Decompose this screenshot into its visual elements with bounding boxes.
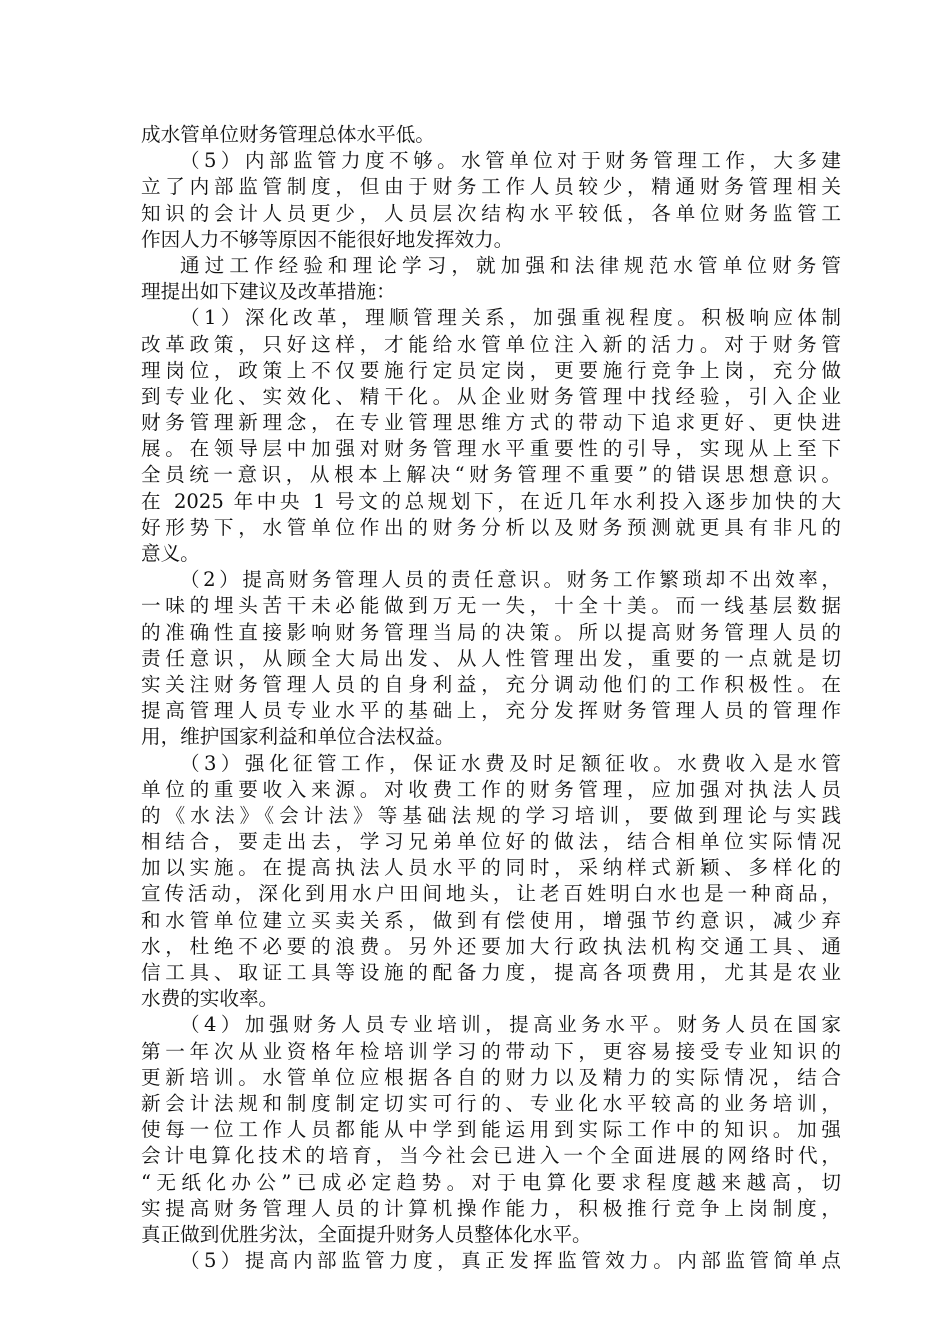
text-line: 真正做到优胜劣汰，全面提升财务人员整体化水平。	[141, 1222, 592, 1246]
text-line: 到专业化、实效化、精干化。从企业财务管理中找经验，引入企业	[141, 384, 841, 408]
text-line: 一味的埋头苦干未必能做到万无一失，十全十美。而一线基层数据	[141, 594, 841, 618]
text-line: （4）加强财务人员专业培训，提高业务水平。财务人员在国家	[180, 1013, 841, 1037]
text-line: 的准确性直接影响财务管理当局的决策。所以提高财务管理人员的	[141, 620, 841, 644]
text-line: 提高管理人员专业水平的基础上，充分发挥财务管理人员的管理作	[141, 699, 841, 723]
text-line: 责任意识，从顾全大局出发、从人性管理出发，重要的一点就是切	[141, 646, 841, 670]
text-line: 理岗位，政策上不仅要施行定员定岗，更要施行竞争上岗，充分做	[141, 358, 841, 382]
text-line: 意义。	[141, 542, 200, 565]
text-line: 的《水法》《会计法》等基础法规的学习培训，要做到理论与实践	[141, 803, 841, 827]
text-line: （5）提高内部监管力度，真正发挥监管效力。内部监管简单点	[180, 1249, 841, 1273]
text-line: 用，维护国家利益和单位合法权益。	[141, 725, 455, 749]
text-line: 和水管单位建立买卖关系，做到有偿使用，增强节约意识，减少弃	[141, 908, 841, 932]
text-line: 好形势下，水管单位作出的财务分析以及财务预测就更具有非凡的	[141, 515, 841, 539]
text-line: 成水管单位财务管理总体水平低。	[141, 123, 435, 146]
text-line: 通过工作经验和理论学习，就加强和法律规范水管单位财务管	[180, 253, 841, 277]
text-line: 单位的重要收入来源。对收费工作的财务管理，应加强对执法人员	[141, 777, 841, 801]
text-line: 在 2025 年中央 1 号文的总规划下，在近几年水利投入逐步加快的大	[141, 489, 841, 513]
text-line: 理提出如下建议及改革措施：	[141, 280, 396, 304]
text-line: 展。在领导层中加强对财务管理水平重要性的引导，实现从上至下	[141, 437, 841, 461]
text-line: 实提高财务管理人员的计算机操作能力，积极推行竞争上岗制度，	[141, 1196, 841, 1220]
text-line: 全员统一意识，从根本上解决“财务管理不重要”的错误思想意识。	[141, 463, 841, 487]
text-line: 宣传活动，深化到用水户田间地头，让老百姓明白水也是一种商品，	[141, 882, 841, 906]
text-line: 水，杜绝不必要的浪费。另外还要加大行政执法机构交通工具、通	[141, 934, 841, 958]
text-line: 知识的会计人员更少，人员层次结构水平较低，各单位财务监管工	[141, 201, 841, 225]
text-line: 更新培训。水管单位应根据各自的财力以及精力的实际情况，结合	[141, 1065, 841, 1089]
text-line: （2）提高财务管理人员的责任意识。财务工作繁琐却不出效率，	[180, 568, 841, 592]
text-line: 水费的实收率。	[141, 987, 279, 1011]
text-line: 立了内部监管制度，但由于财务工作人员较少，精通财务管理相关	[141, 175, 841, 199]
text-line: 改革政策，只好这样，才能给水管单位注入新的活力。对于财务管	[141, 332, 841, 356]
body-text	[141, 122, 841, 1274]
text-line: （1）深化改革，理顺管理关系，加强重视程度。积极响应体制	[180, 306, 841, 330]
text-line: 财务管理新理念，在专业管理思维方式的带动下追求更好、更快进	[141, 411, 841, 435]
text-line: （3）强化征管工作，保证水费及时足额征收。水费收入是水管	[180, 751, 841, 775]
text-line: 加以实施。在提高执法人员水平的同时，采纳样式新颖、多样化的	[141, 856, 841, 880]
text-line: 使每一位工作人员都能从中学到能运用到实际工作中的知识。加强	[141, 1118, 841, 1142]
text-line: “无纸化办公”已成必定趋势。对于电算化要求程度越来越高，切	[141, 1170, 841, 1194]
text-line: 实关注财务管理人员的自身利益，充分调动他们的工作积极性。在	[141, 672, 841, 696]
text-line: 新会计法规和制度制定切实可行的、专业化水平较高的业务培训，	[141, 1091, 841, 1115]
text-line: 相结合，要走出去，学习兄弟单位好的做法，结合相单位实际情况	[141, 830, 841, 854]
text-line: 第一年次从业资格年检培训学习的带动下，更容易接受专业知识的	[141, 1039, 841, 1063]
text-line: （5）内部监管力度不够。水管单位对于财务管理工作，大多建	[180, 149, 841, 173]
text-line: 会计电算化技术的培育，当今社会已进入一个全面进展的网络时代，	[141, 1144, 841, 1168]
text-line: 作因人力不够等原因不能很好地发挥效力。	[141, 227, 514, 251]
text-line: 信工具、取证工具等设施的配备力度，提高各项费用，尤其是农业	[141, 961, 841, 984]
